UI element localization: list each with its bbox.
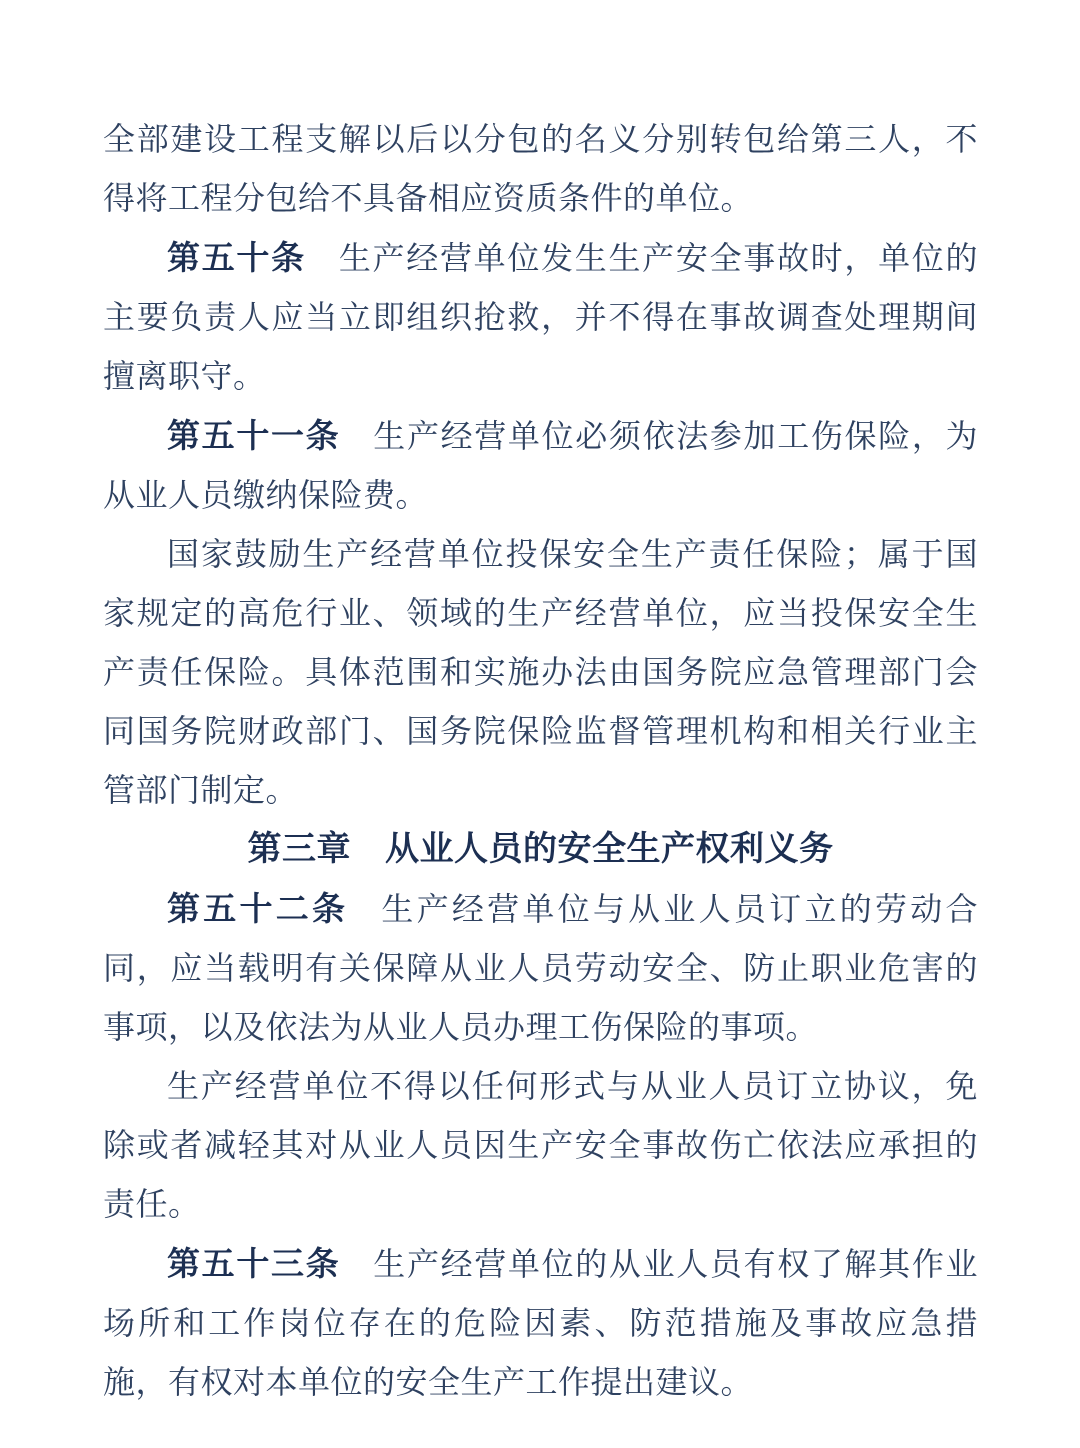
- body-paragraph: [103, 1057, 978, 1234]
- paragraph-text: 生产经营单位的从业人员有权了解其作业场所和工作岗位存在的危险因素、防范措施及事故应急措施，有权对本单位的安全生产工作提出建议。: [103, 1246, 978, 1400]
- article-number: 第五十二条: [167, 890, 349, 927]
- article-number: 第五十条: [167, 239, 306, 276]
- document-body: [103, 110, 978, 1412]
- paragraph-text: 生产经营单位不得以任何形式与从业人员订立协议，免除或者减轻其对从业人员因生产安全事故伤亡依法应承担的责任。: [103, 1068, 978, 1222]
- paragraph-text: 全部建设工程支解以后以分包的名义分别转包给第三人，不得将工程分包给不具备相应资质条件的单位。: [103, 121, 978, 216]
- body-paragraph: [103, 110, 978, 228]
- article-number: 第五十三条: [167, 1245, 341, 1282]
- article-paragraph: [103, 1234, 978, 1412]
- article-paragraph: [103, 406, 978, 525]
- article-number: 第五十一条: [167, 417, 341, 454]
- chapter-number: 第三章: [247, 830, 351, 868]
- article-paragraph: [103, 228, 978, 406]
- body-paragraph: [103, 525, 978, 820]
- paragraph-text: 生产经营单位必须依法参加工伤保险，为从业人员缴纳保险费。: [103, 418, 978, 513]
- paragraph-text: 生产经营单位与从业人员订立的劳动合同，应当载明有关保障从业人员劳动安全、防止职业危害的事项，以及依法为从业人员办理工伤保险的事项。: [103, 891, 978, 1045]
- paragraph-text: 生产经营单位发生生产安全事故时，单位的主要负责人应当立即组织抢救，并不得在事故调查处理期间擅离职守。: [103, 240, 978, 394]
- chapter-title: 从业人员的安全生产权利义务: [385, 830, 834, 868]
- paragraph-text: 国家鼓励生产经营单位投保安全生产责任保险；属于国家规定的高危行业、领域的生产经营单位，应当投保安全生产责任保险。具体范围和实施办法由国务院应急管理部门会同国务院财政部门、国务院保险监督管理机构和相关行业主管部门制定。: [103, 536, 978, 808]
- article-paragraph: [103, 879, 978, 1057]
- chapter-heading: [103, 820, 978, 879]
